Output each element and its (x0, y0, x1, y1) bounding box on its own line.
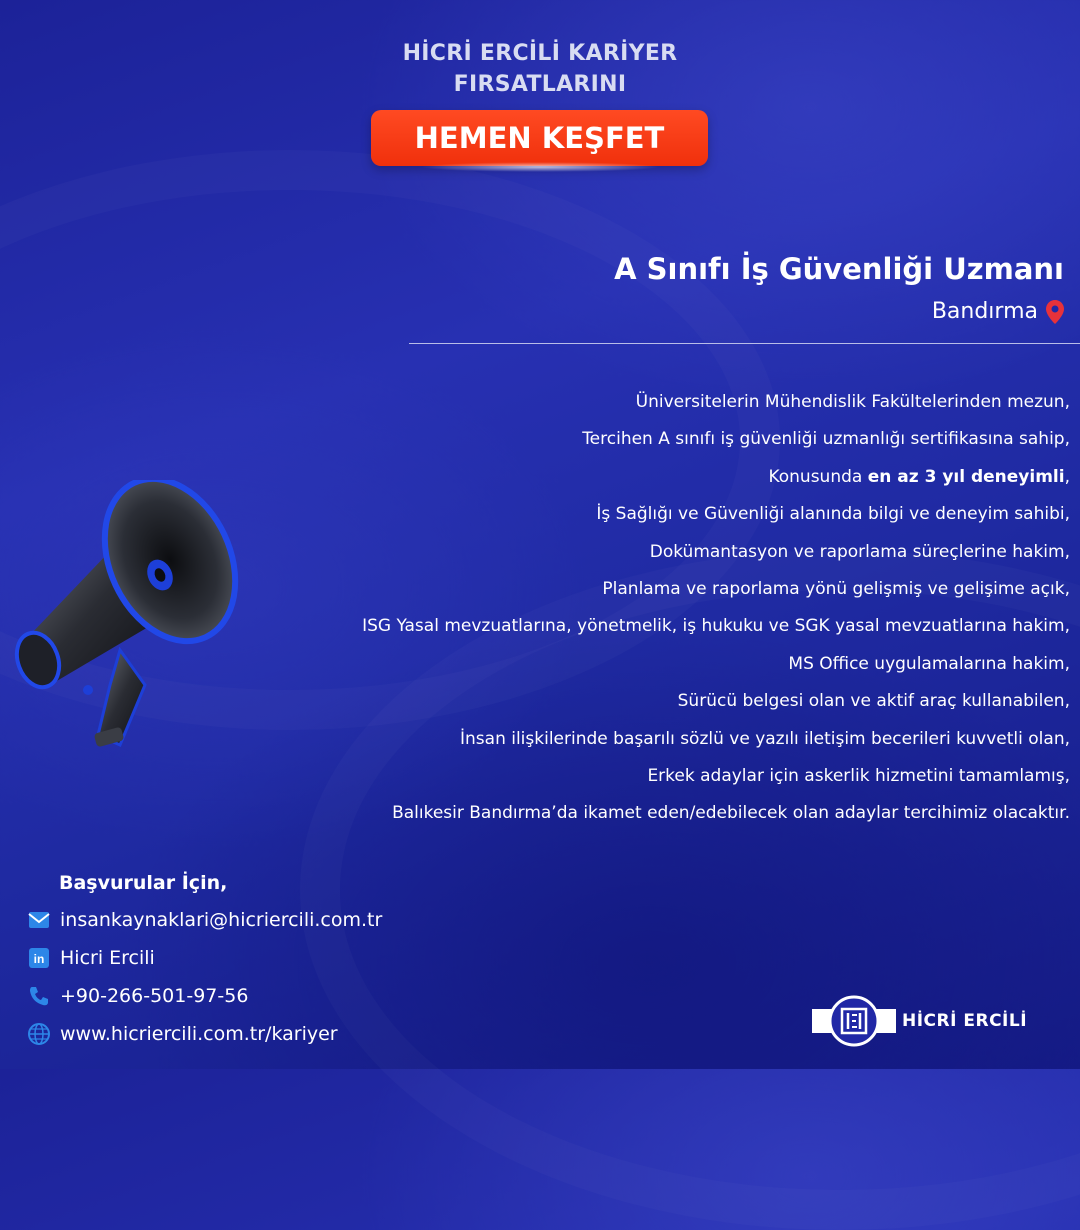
company-logo (812, 995, 1027, 1047)
job-title: A Sınıfı İş Güvenliği Uzmanı (614, 252, 1064, 286)
contact-phone[interactable] (28, 985, 248, 1007)
requirement-item: Balıkesir Bandırma’da ikamet eden/edebilecek olan adaylar tercihimiz olacaktır. (392, 803, 1070, 824)
contact-linkedin[interactable] (28, 947, 155, 969)
requirement-item: Sürücü belgesi olan ve aktif araç kullanabilen, (677, 691, 1070, 712)
phone-link[interactable]: +90-266-501-97-56 (60, 985, 249, 1007)
job-location (932, 299, 1064, 324)
contact-website[interactable] (28, 1023, 338, 1045)
requirements-list (362, 384, 1070, 833)
contact-email[interactable] (28, 909, 382, 931)
title-divider (409, 343, 1080, 344)
requirement-item: İnsan ilişkilerinde başarılı sözlü ve yazılı iletişim becerileri kuvvetli olan, (460, 728, 1070, 749)
requirement-item: Planlama ve raporlama yönü gelişmiş ve gelişime açık, (602, 579, 1070, 600)
svg-text:in: in (33, 952, 45, 966)
logo-emblem-icon (812, 995, 896, 1047)
header-title (0, 38, 1080, 100)
cta-glow (420, 162, 660, 172)
experience-highlight: en az 3 yıl deneyimli (867, 466, 1065, 487)
logo-text: HİCRİ ERCİLİ (902, 1011, 1028, 1031)
linkedin-link[interactable]: Hicri Ercili (60, 947, 155, 969)
requirement-item (362, 459, 1070, 496)
linkedin-icon (28, 947, 50, 969)
requirement-item: ISG Yasal mevzuatlarına, yönetmelik, iş hukuku ve SGK yasal mevzuatlarına hakim, (362, 616, 1070, 637)
email-icon (28, 909, 50, 931)
requirement-item: İş Sağlığı ve Güvenliği alanında bilgi ve deneyim sahibi, (596, 504, 1070, 525)
requirement-item: Tercihen A sınıfı iş güvenliği uzmanlığı sertifikasına sahip, (582, 429, 1070, 450)
megaphone-icon (10, 480, 240, 760)
requirement-item: MS Office uygulamalarına hakim, (788, 653, 1070, 674)
location-label: Bandırma (931, 299, 1038, 324)
requirement-text: Konusunda (768, 466, 868, 487)
header-title-line1: HİCRİ ERCİLİ KARİYER (402, 41, 678, 66)
explore-now-button[interactable]: HEMEN KEŞFET (371, 110, 708, 166)
requirement-item: Erkek adaylar için askerlik hizmetini tamamlamış, (647, 766, 1070, 787)
location-pin-icon (1046, 300, 1064, 324)
website-link[interactable]: www.hicriercili.com.tr/kariyer (60, 1023, 338, 1045)
globe-icon (28, 1023, 50, 1045)
requirement-suffix: , (1064, 466, 1070, 487)
requirement-item: Üniversitelerin Mühendislik Fakültelerinden mezun, (635, 392, 1070, 412)
requirement-item: Dokümantasyon ve raporlama süreçlerine hakim, (649, 541, 1070, 562)
phone-icon (28, 985, 50, 1007)
header-title-line2: FIRSATLARINI (453, 72, 627, 97)
email-link[interactable]: insankaynaklari@hicriercili.com.tr (60, 909, 383, 931)
contact-heading: Başvurular İçin, (59, 872, 228, 894)
